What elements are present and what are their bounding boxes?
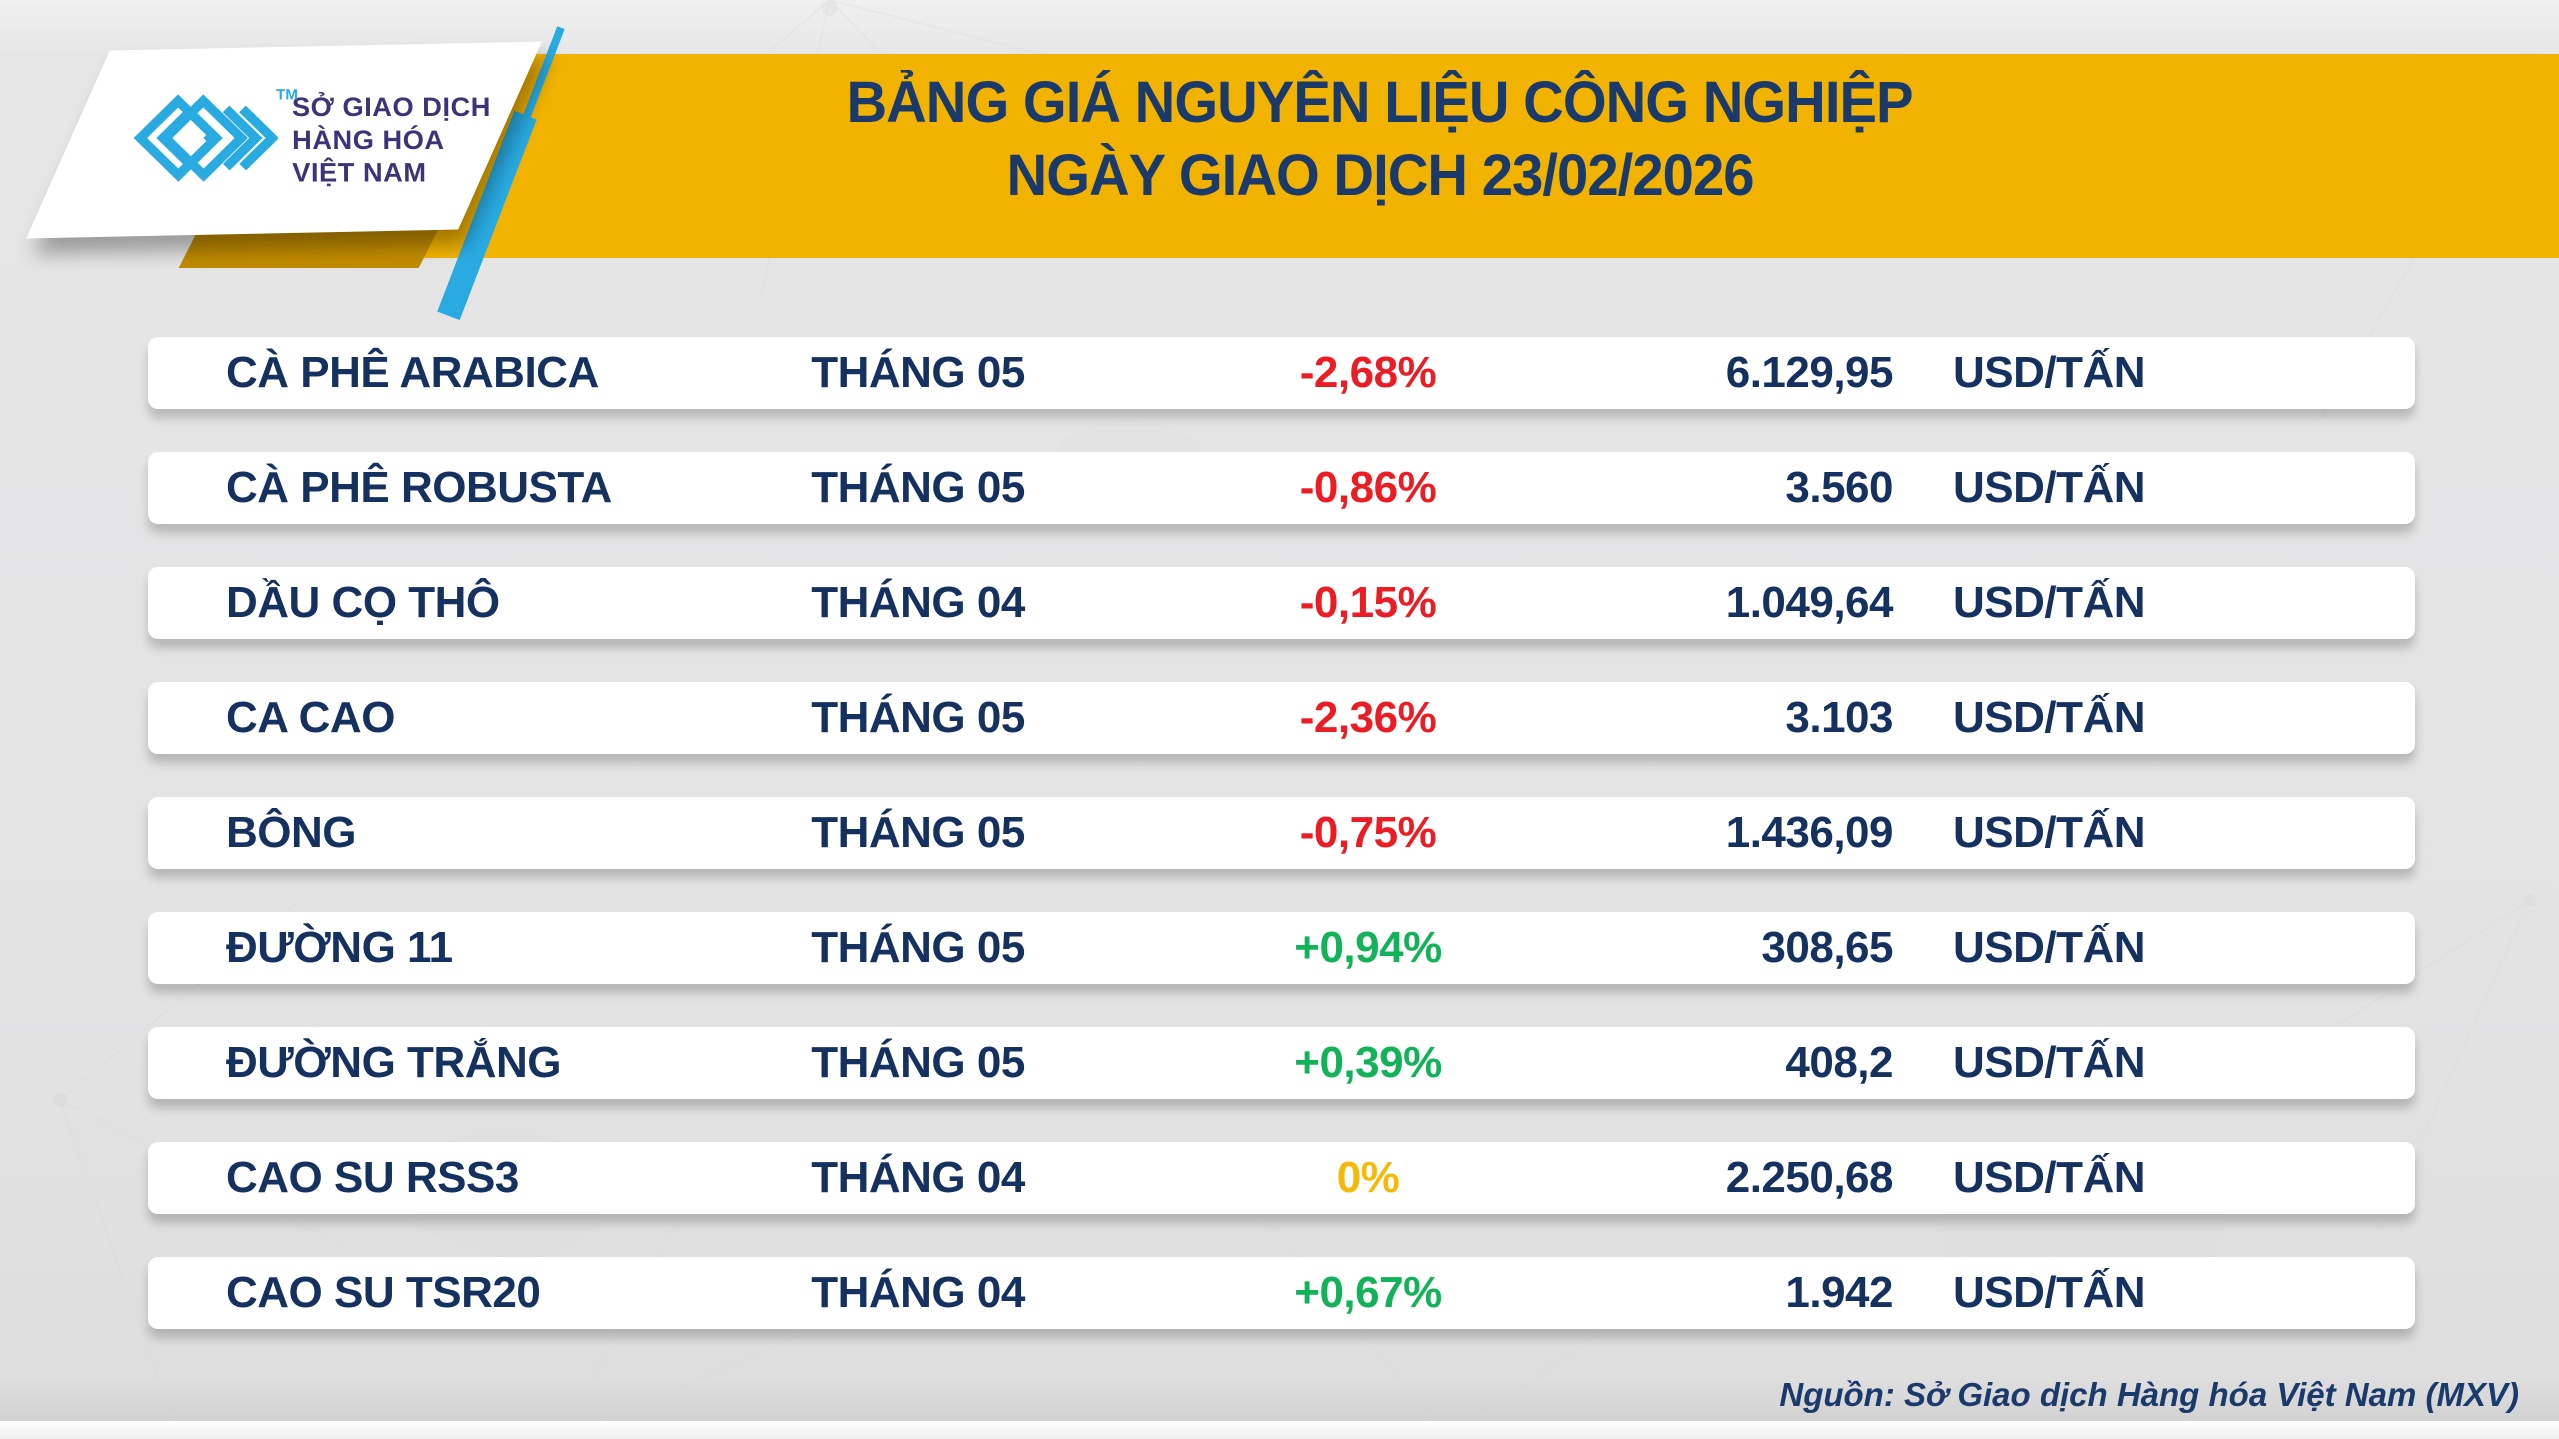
price-value: 1.942 [1785,1268,1893,1317]
contract-month: THÁNG 05 [811,1038,1025,1087]
percent-change: +0,67% [1294,1268,1442,1317]
price-table [148,337,2415,1372]
title-line-1: BẢNG GIÁ NGUYÊN LIỆU CÔNG NGHIỆP [846,70,1914,135]
trademark-symbol: TM [276,86,298,103]
price-unit: USD/TẤN [1953,1153,2146,1202]
commodity-name: ĐƯỜNG 11 [226,923,453,972]
price-unit: USD/TẤN [1953,578,2146,627]
page-title [340,66,2420,212]
commodity-name: ĐƯỜNG TRẮNG [226,1038,561,1087]
price-value: 2.250,68 [1725,1153,1893,1202]
price-unit: USD/TẤN [1953,923,2146,972]
contract-month: THÁNG 04 [811,578,1025,627]
page-bottom-edge [0,1421,2559,1439]
contract-month: THÁNG 05 [811,693,1025,742]
commodity-name: CÀ PHÊ ROBUSTA [226,463,612,512]
contract-month: THÁNG 05 [811,808,1025,857]
contract-month: THÁNG 05 [811,463,1025,512]
table-row [148,1142,2415,1214]
percent-change: +0,39% [1294,1038,1442,1087]
org-line-3: VIỆT NAM [292,157,427,188]
percent-change: -2,36% [1299,693,1437,742]
commodity-name: DẦU CỌ THÔ [226,578,500,627]
table-row [148,682,2415,754]
table-row [148,1257,2415,1329]
contract-month: THÁNG 05 [811,348,1025,397]
table-row [148,452,2415,524]
price-value: 3.103 [1785,693,1893,742]
source-attribution: Nguồn: Sở Giao dịch Hàng hóa Việt Nam (MXV) [1779,1376,2519,1413]
commodity-name: CA CAO [226,693,395,742]
org-line-1: SỞ GIAO DỊCH [291,91,491,122]
table-row [148,567,2415,639]
price-unit: USD/TẤN [1953,1038,2146,1087]
commodity-name: CAO SU RSS3 [226,1153,519,1202]
price-value: 3.560 [1785,463,1893,512]
table-row [148,797,2415,869]
price-unit: USD/TẤN [1953,693,2146,742]
percent-change: -0,86% [1299,463,1437,512]
commodity-name: BÔNG [226,808,356,857]
price-value: 1.049,64 [1725,578,1893,627]
org-line-2: HÀNG HÓA [292,124,445,155]
price-value: 308,65 [1761,923,1893,972]
mxv-logo-card [26,42,542,239]
percent-change: +0,94% [1294,923,1442,972]
commodity-name: CÀ PHÊ ARABICA [226,348,599,397]
percent-change: -0,15% [1299,578,1437,627]
price-unit: USD/TẤN [1953,348,2146,397]
table-row [148,1027,2415,1099]
percent-change: -2,68% [1299,348,1437,397]
contract-month: THÁNG 05 [811,923,1025,972]
contract-month: THÁNG 04 [811,1268,1025,1317]
table-row [148,337,2415,409]
mxv-logo-card-content [67,47,500,233]
price-value: 408,2 [1785,1038,1893,1087]
price-value: 6.129,95 [1725,348,1893,397]
commodity-name: CAO SU TSR20 [226,1268,541,1317]
percent-change: -0,75% [1299,808,1437,857]
price-unit: USD/TẤN [1953,1268,2146,1317]
table-row [148,912,2415,984]
mxv-logo-icon [126,86,298,190]
percent-change: 0% [1336,1153,1400,1202]
organization-name [292,91,491,189]
price-unit: USD/TẤN [1953,808,2146,857]
title-line-2: NGÀY GIAO DỊCH 23/02/2026 [1006,143,1754,208]
contract-month: THÁNG 04 [811,1153,1025,1202]
price-unit: USD/TẤN [1953,463,2146,512]
price-value: 1.436,09 [1725,808,1893,857]
